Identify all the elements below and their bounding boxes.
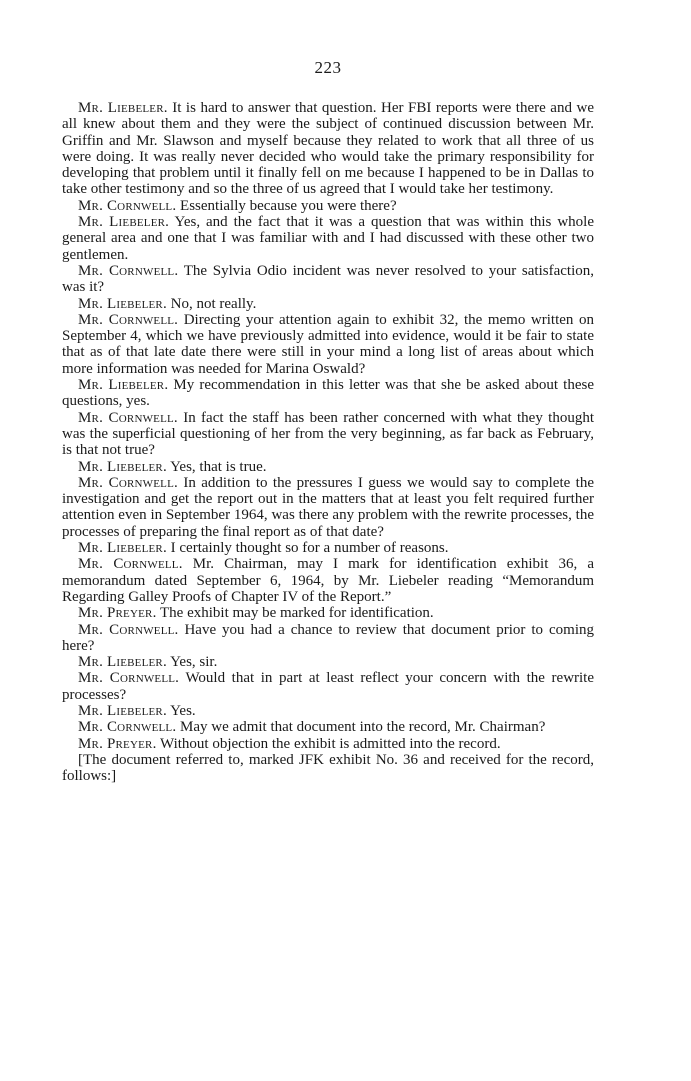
editorial-note-text: [The document referred to, marked JFK exhibit No. 36 and received for the record, follows:]: [62, 751, 594, 785]
paragraph-text: May we admit that document into the record, Mr. Chairman?: [176, 719, 546, 736]
paragraph-text: The Sylvia Odio incident was never resolved to your satisfaction, was it?: [62, 262, 594, 296]
testimony-paragraph: [62, 654, 594, 670]
paragraph-text: Would that in part at least reflect your concern with the rewrite processes?: [62, 670, 595, 703]
testimony-paragraph: [62, 736, 594, 752]
speaker-name: Mr. Preyer.: [78, 735, 157, 752]
paragraph-text: In fact the staff has been rather concerned with what they thought was the superficial questioning of her from the very beginning, as far back as February, is that not true?: [62, 409, 595, 459]
editorial-note: [62, 752, 594, 785]
paragraph-text: I certainly thought so for a number of reasons.: [166, 540, 449, 557]
testimony-paragraph: [62, 540, 594, 556]
speaker-name: Mr. Liebeler.: [78, 377, 169, 394]
paragraph-text: My recommendation in this letter was that she be asked about these questions, yes.: [62, 377, 594, 410]
testimony-paragraph: [62, 556, 594, 605]
speaker-name: Mr. Cornwell.: [78, 670, 180, 687]
paragraph-text: The exhibit may be marked for identification.: [156, 605, 434, 622]
testimony-paragraph: [62, 198, 594, 214]
speaker-name: Mr. Cornwell.: [78, 311, 179, 328]
testimony-paragraph: [62, 100, 594, 198]
paragraph-text: In addition to the pressures I guess we would say to complete the investigation and get the report out in the matters that at least you felt required further attention even in September 1964, was there any problem with the rewrite processes, the processes of preparing the final report as of that date?: [62, 474, 594, 540]
paragraph-text: Yes, and the fact that it was a question that was within this whole general area and one that I was familiar with and I had discussed with these other two gentlemen.: [62, 214, 595, 263]
speaker-name: Mr. Liebeler.: [78, 214, 170, 231]
speaker-name: Mr. Liebeler.: [78, 654, 167, 671]
testimony-paragraph: [62, 263, 594, 296]
speaker-name: Mr. Liebeler.: [78, 702, 167, 719]
paragraph-text: Yes, that is true.: [166, 458, 267, 475]
testimony-paragraph: [62, 296, 594, 312]
testimony-paragraph: [62, 410, 594, 459]
testimony-paragraph: [62, 605, 594, 621]
page-number: 223: [314, 58, 342, 77]
speaker-name: Mr. Cornwell.: [78, 409, 178, 426]
testimony-body: [62, 100, 594, 784]
paragraph-text: Have you had a chance to review that document prior to coming here?: [62, 621, 594, 654]
testimony-paragraph: [62, 377, 594, 410]
paragraph-text: Essentially because you were there?: [176, 197, 397, 214]
paragraph-text: Yes, sir.: [166, 654, 218, 671]
speaker-name: Mr. Cornwell.: [78, 556, 183, 573]
speaker-name: Mr. Preyer.: [78, 605, 157, 622]
testimony-paragraph: [62, 622, 594, 655]
testimony-paragraph: [62, 214, 594, 263]
speaker-name: Mr. Cornwell.: [78, 197, 177, 214]
testimony-paragraph: [62, 459, 594, 475]
speaker-name: Mr. Liebeler.: [78, 458, 167, 475]
paragraph-text: Directing your attention again to exhibit 32, the memo written on September 4, which we have previously admitted into evidence, would it be fair to state that as of that late date there were still in your mind a long list of areas about which more information was needed for Marina Oswald?: [62, 311, 594, 377]
testimony-paragraph: [62, 475, 594, 540]
paragraph-text: Mr. Chairman, may I mark for identification exhibit 36, a memorandum dated September 6, 1964, by Mr. Liebeler reading “Memorandum Regarding Galley Proofs of Chapter IV of the Report.”: [62, 556, 595, 605]
speaker-name: Mr. Cornwell.: [78, 474, 178, 491]
speaker-name: Mr. Cornwell.: [78, 262, 179, 279]
paragraph-text: Without objection the exhibit is admitted into the record.: [156, 735, 501, 752]
testimony-paragraph: [62, 719, 594, 735]
document-page: [62, 58, 594, 784]
paragraph-text: No, not really.: [166, 295, 257, 312]
testimony-paragraph: [62, 670, 594, 703]
speaker-name: Mr. Liebeler.: [78, 540, 167, 557]
testimony-paragraph: [62, 703, 594, 719]
paragraph-text: Yes.: [166, 702, 196, 719]
speaker-name: Mr. Cornwell.: [78, 621, 179, 638]
speaker-name: Mr. Liebeler.: [78, 100, 168, 116]
speaker-name: Mr. Liebeler.: [78, 295, 167, 312]
testimony-paragraph: [62, 312, 594, 377]
paragraph-text: It is hard to answer that question. Her FBI reports were there and we all knew about them and they were the subject of continued discussion between Mr. Griffin and Mr. Slawson and myself because they related to work that all three of us were doing. It was really never decided who would take the primary responsibility for developing that problem until it finally fell on me because I happened to be in Dallas to take other testimony and so the three of us agreed that I would take her testimony.: [62, 100, 594, 198]
speaker-name: Mr. Cornwell.: [78, 719, 177, 736]
